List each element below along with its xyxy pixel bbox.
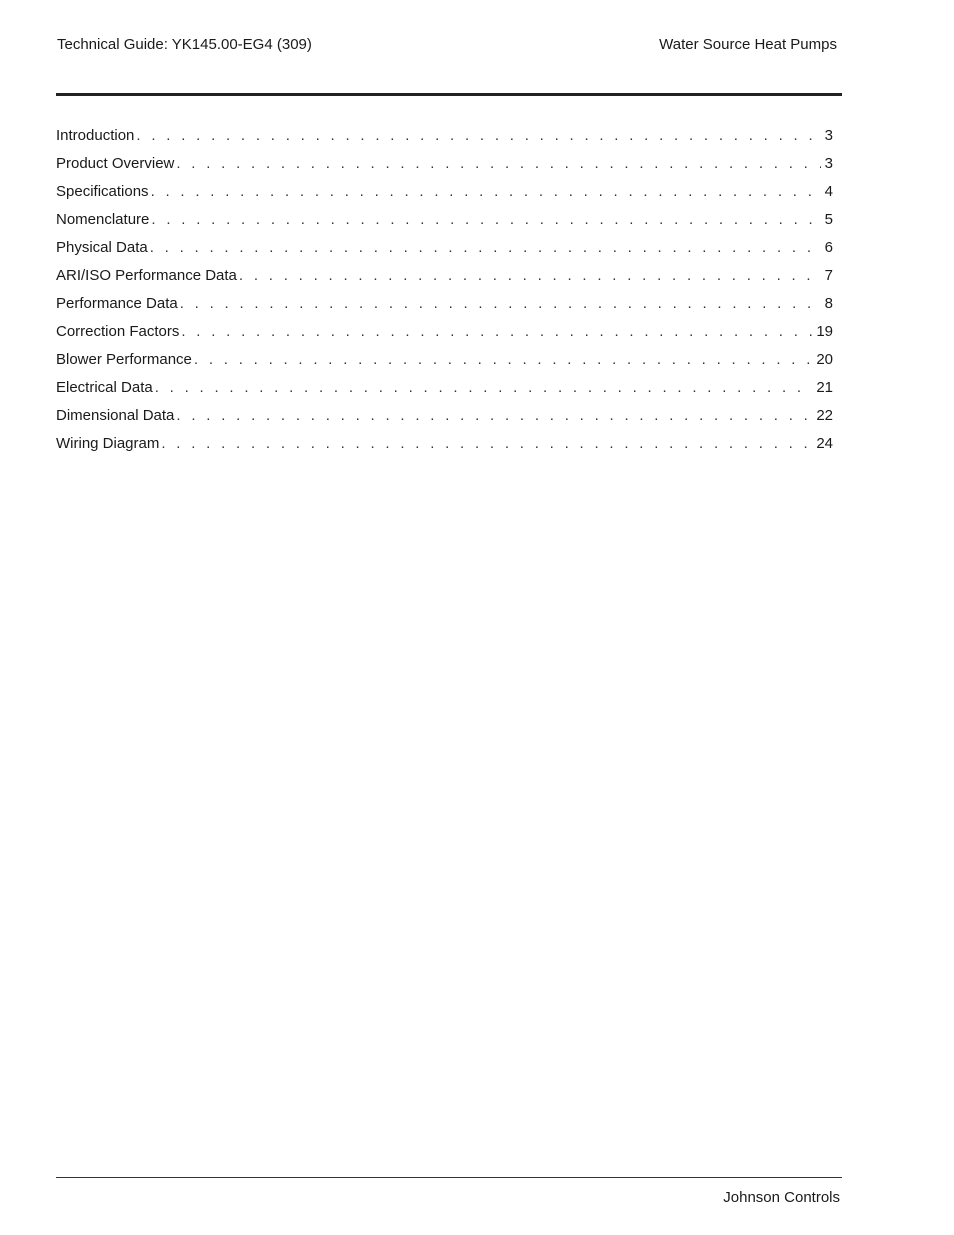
toc-entry-title: Wiring Diagram bbox=[56, 435, 160, 452]
dot-leader bbox=[174, 155, 820, 173]
toc-entry-title: Nomenclature bbox=[56, 211, 150, 228]
toc-entry-title: Dimensional Data bbox=[56, 407, 175, 424]
toc-entry-blower-performance[interactable] bbox=[56, 351, 833, 379]
toc-entry-page: 3 bbox=[824, 127, 833, 144]
toc-entry-page: 8 bbox=[824, 295, 833, 312]
footer-divider bbox=[56, 1177, 842, 1178]
company-name: Johnson Controls bbox=[723, 1189, 840, 1206]
dot-leader bbox=[134, 127, 820, 145]
toc-entry-page: 6 bbox=[824, 239, 833, 256]
toc-entry-page: 19 bbox=[816, 323, 833, 340]
toc-entry-specifications[interactable] bbox=[56, 183, 833, 211]
toc-entry-introduction[interactable] bbox=[56, 127, 833, 155]
dot-leader bbox=[179, 323, 812, 341]
toc-entry-performance-data[interactable] bbox=[56, 295, 833, 323]
toc-entry-title: Specifications bbox=[56, 183, 149, 200]
toc-entry-product-overview[interactable] bbox=[56, 155, 833, 183]
toc-entry-wiring-diagram[interactable] bbox=[56, 435, 833, 463]
dot-leader bbox=[174, 407, 812, 425]
dot-leader bbox=[178, 295, 821, 313]
toc-entry-correction-factors[interactable] bbox=[56, 323, 833, 351]
dot-leader bbox=[149, 183, 821, 201]
toc-entry-title: Electrical Data bbox=[56, 379, 153, 396]
toc-entry-title: ARI/ISO Performance Data bbox=[56, 267, 237, 284]
toc-entry-page: 4 bbox=[824, 183, 833, 200]
toc-entry-page: 22 bbox=[816, 407, 833, 424]
toc-entry-physical-data[interactable] bbox=[56, 239, 833, 267]
table-of-contents bbox=[56, 127, 833, 463]
toc-entry-title: Physical Data bbox=[56, 239, 148, 256]
dot-leader bbox=[159, 435, 812, 453]
toc-entry-page: 21 bbox=[816, 379, 833, 396]
toc-entry-page: 5 bbox=[824, 211, 833, 228]
dot-leader bbox=[149, 211, 820, 229]
toc-entry-page: 3 bbox=[824, 155, 833, 172]
toc-entry-nomenclature[interactable] bbox=[56, 211, 833, 239]
toc-entry-page: 24 bbox=[816, 435, 833, 452]
dot-leader bbox=[153, 379, 813, 397]
toc-entry-dimensional-data[interactable] bbox=[56, 407, 833, 435]
toc-entry-title: Correction Factors bbox=[56, 323, 180, 340]
document-id: Technical Guide: YK145.00-EG4 (309) bbox=[57, 36, 312, 53]
toc-entry-title: Blower Performance bbox=[56, 351, 192, 368]
toc-entry-title: Performance Data bbox=[56, 295, 178, 312]
dot-leader bbox=[148, 239, 821, 257]
document-subject: Water Source Heat Pumps bbox=[659, 36, 837, 53]
toc-entry-page: 7 bbox=[824, 267, 833, 284]
toc-entry-ari-iso-performance-data[interactable] bbox=[56, 267, 833, 295]
dot-leader bbox=[192, 351, 812, 369]
dot-leader bbox=[237, 267, 821, 285]
toc-entry-electrical-data[interactable] bbox=[56, 379, 833, 407]
toc-entry-page: 20 bbox=[816, 351, 833, 368]
header-divider bbox=[56, 93, 842, 96]
toc-entry-title: Introduction bbox=[56, 127, 135, 144]
toc-entry-title: Product Overview bbox=[56, 155, 175, 172]
